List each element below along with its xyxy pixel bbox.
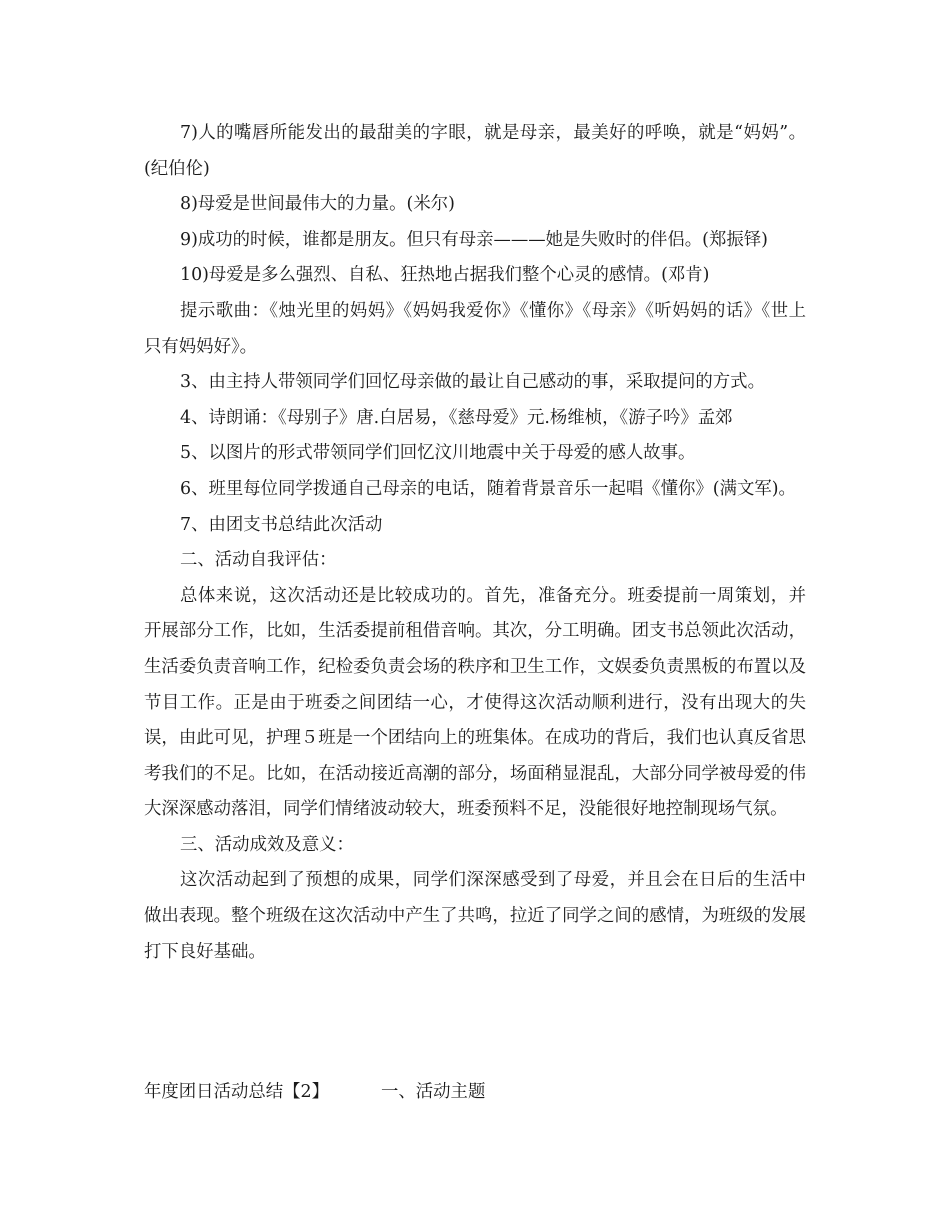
paragraph-quote-10: 10)母爱是多么强烈、自私、狂热地占据我们整个心灵的感情。(邓肯) xyxy=(180,265,710,286)
paragraph-step-6: 6、班里每位同学拨通自己母亲的电话，随着背景音乐一起唱《懂你》(满文军)。 xyxy=(180,478,796,499)
footer-title: 年度团日活动总结【2】 xyxy=(144,1082,329,1102)
document-body xyxy=(144,116,806,970)
section-heading-self-evaluation: 二、活动自我评估： xyxy=(180,550,337,571)
paragraph-song-hints: 提示歌曲：《烛光里的妈妈》《妈妈我爱你》《懂你》《母亲》《听妈妈的话》《世上只有妈妈好》。 xyxy=(144,300,806,357)
section-heading-results: 三、活动成效及意义： xyxy=(180,834,354,855)
footer-subtitle: 一、活动主题 xyxy=(380,1082,486,1102)
paragraph-quote-9: 9)成功的时候，谁都是朋友。但只有母亲———她是失败时的伴侣。(郑振铎) xyxy=(180,229,768,250)
paragraph-step-4: 4、诗朗诵：《母别子》唐.白居易，《慈母爱》元.杨维桢，《游子吟》孟郊 xyxy=(180,407,733,428)
paragraph-quote-8: 8)母爱是世间最伟大的力量。(米尔) xyxy=(180,194,455,215)
paragraph-quote-7: 7)人的嘴唇所能发出的最甜美的字眼，就是母亲，最美好的呼唤，就是“妈妈”。(纪伯伦) xyxy=(144,123,806,179)
paragraph-step-5: 5、以图片的形式带领同学们回忆汶川地震中关于母爱的感人故事。 xyxy=(180,443,696,464)
paragraph-step-7: 7、由团支书总结此次活动 xyxy=(180,514,383,535)
paragraph-self-evaluation: 总体来说，这次活动还是比较成功的。首先，准备充分。班委提前一周策划，并开展部分工作，比如，生活委提前租借音响。其次，分工明确。团支书总领此次活动，生活委负责音响工作，纪检委负责会场的秩序和卫生工作，文娱委负责黑板的布置以及节目工作。正是由于班委之间团结一心，才使得这次活动顺利进行，没有出现大的失误，由此可见，护理５班是一个团结向上的班集体。在成功的背后，我们也认真反省思考我们的不足。比如，在活动接近高潮的部分，场面稍显混乱，大部分同学被母爱的伟大深深感动落泪，同学们情绪波动较大，班委预料不足，没能很好地控制现场气氛。 xyxy=(144,585,806,820)
footer-heading-line xyxy=(144,1077,485,1107)
paragraph-results: 这次活动起到了预想的成果，同学们深深感受到了母爱，并且会在日后的生活中做出表现。整个班级在这次活动中产生了共鸣，拉近了同学之间的感情，为班级的发展打下良好基础。 xyxy=(144,870,806,962)
paragraph-step-3: 3、由主持人带领同学们回忆母亲做的最让自己感动的事，采取提问的方式。 xyxy=(180,372,765,393)
